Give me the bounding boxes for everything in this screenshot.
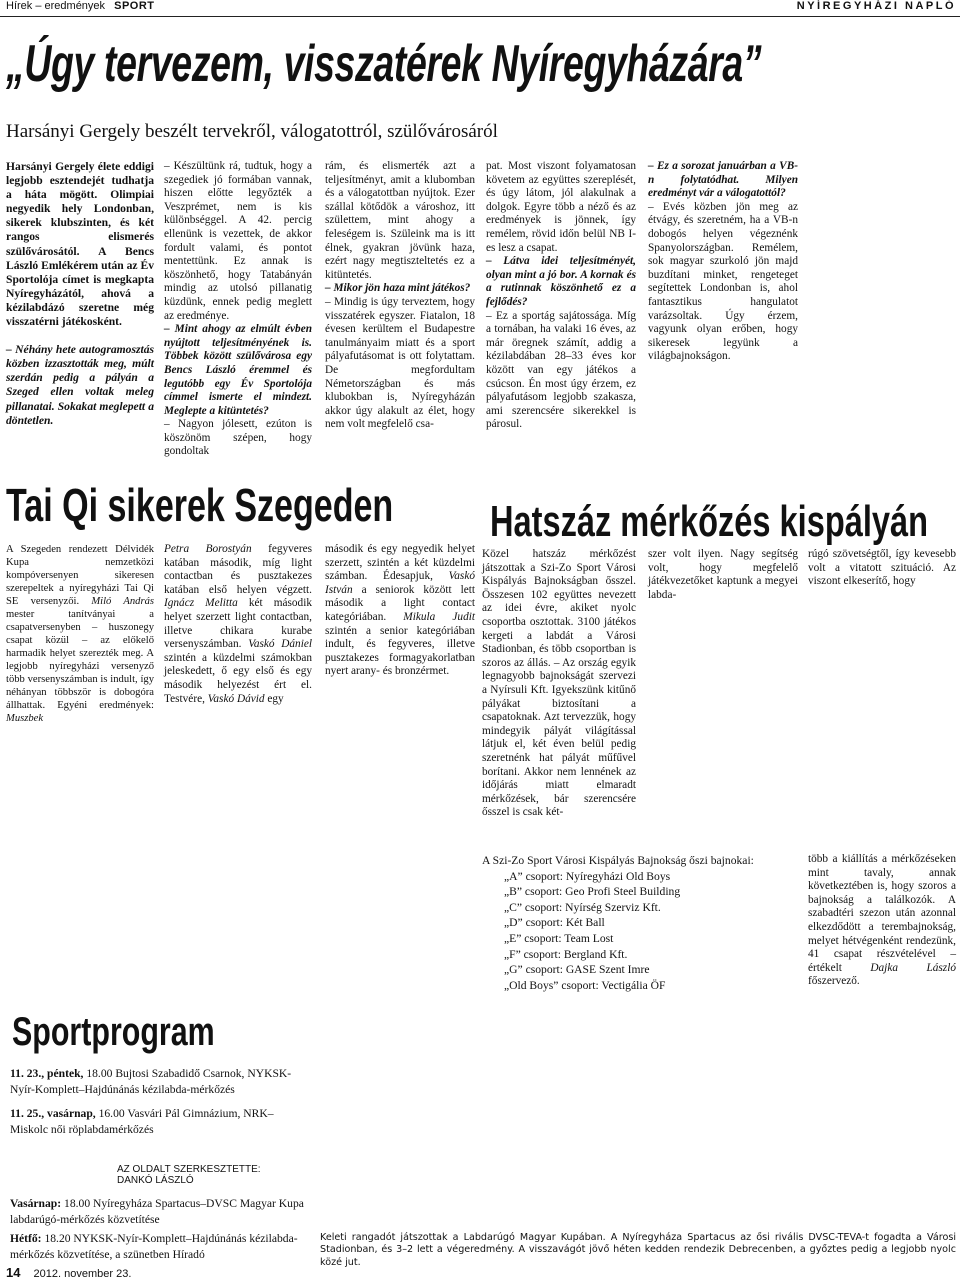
editor-name: DANKÓ LÁSZLÓ [117,1175,194,1186]
champion-item: „C” csoport: Nyírség Szerviz Kft. [504,900,661,914]
answer-5: – Evés közben jön meg az étvágy, és szeretném, ha a VB-n dobogós helyen végeznénk Spanyolországban. Remélem, sok magyar szurkoló jön majd buzdítani minket, rengeteget segítettek Londonban is, ahol fantasztikus hangulatot varázsoltak. Úgy érzem, vagyunk olyan erőben, hogy sikeresek legyünk a világbajnokságon. [648,200,798,363]
organizer-name: Dajka László [870,961,956,974]
page-footer [6,1266,131,1281]
kispalya-col-end [808,853,956,989]
answer-2-end: rám, és elismerték azt a teljesítményt, amit a klubomban és a válogatottban nyújtok. Ezer szállal kötődök a városhoz, itt születtem, mint ahogy a feleségem is. Szüleink ma is itt élnek, gyakran jövünk haza, ezért nagy megtiszteltetés ez a kitüntetés. [325,160,475,281]
question-2: – Mint ahogy az elmúlt évben nyújtott teljesítményének is. Többek között szülővárosa egy Bencs László éremmel és legutóbb egy Év Sportolója címmel ismerte el mindezt. Meglepte a kitüntetés? [164,323,312,417]
champion-item: „E” csoport: Team Lost [504,931,614,945]
kispalya-end-body: több a kiállítás a mérkőzéseken mint tavaly, annak következtében is, hogy szoros a bajnokság a találkozók. A szabadtéri szezon után azonnal elkezdődött a terembajnokság, melyet hétvégenként rendezünk, 41 csapat részvételével – értékelt [808,853,956,974]
tv-day-2: Hétfő: [10,1232,42,1246]
event-date-1: 11. 23., péntek, [10,1067,84,1080]
kispalya-col2 [648,548,798,602]
organizer-title: főszervező. [808,975,860,988]
kispalya-text-1: Közel hatszáz mérkőzést játszottak a Szi-Zo Sport Városi Kispályás Bajnokságban ősszel. Összesen 102 együttes nevezett az idei évre, akiket nyolc csoportba osztottak. 3100 játékos kergeti a labdát a Városi Stadionban, és több csoportban is szoros az állás. – Az ország egyik legnagyobb bajnokságát szervezi a Nyírsuli Kft. Igyekszünk kitűnő pályákat biztosítani a csapatoknak. Azt tervezzük, hogy mindegyik pályát világítással látjuk el, két éven belül pedig szeretnénk hat pályát műfűvel borítani. Akkor nem lennének az időjárás miatt elmaradt mérkőzések, bár szerencsére ősszel is csak két- [482,548,636,819]
champion-item: „Old Boys” csoport: Vectigália ÖF [504,978,666,992]
champions-title: A Szi-Zo Sport Városi Kispályás Bajnokság őszi bajnokai: [482,854,754,867]
question-5: – Ez a sorozat januárban a VB-n folytatódhat. Milyen eredményt vár a válogatottól? [648,160,798,200]
article1-col4 [486,160,636,432]
newspaper-name: NYÍREGYHÁZI NAPLÓ [796,0,956,12]
tv-program [10,1196,310,1262]
lead-text: Harsányi Gergely élete eddigi legjobb esztendejét tudhatja a háta mögött. Olimpiai negyedik hely Londonban, sikerek klubszinten, és két rangos elismerés szülővárosától. A Bencs László Emlékérem után az Év Sportolója címet is megkapta Nyíregyházától, ahová a kézilabdázó szeretne még visszatérni játékosként. [6,160,154,329]
section-label: Hírek – eredmények [6,0,106,12]
kispalya-text-2: szer volt ilyen. Nagy segítség volt, hogy megfelelő játékvezetőket kaptunk a megyei labda- [648,548,798,601]
taiqi-col2 [164,543,312,706]
taiqi-coach-name: Miló András [91,596,154,607]
sportprogram-title: Sportprogram [12,1010,215,1054]
taiqi-athlete-5: Vaskó István [325,570,475,596]
taiqi-text-1 [6,543,154,725]
article1-col2 [164,160,312,459]
photo-caption: Keleti rangadót játszottak a Labdarúgó Magyar Kupában. A Nyíregyháza Spartacus az ősi rivális DVSC-TEVA-t fogadta a Városi Stadionban, és 3–2 lett a végeredmény. A visszavágót jövő héten kedden rendezik Debrecenben, a győztes pedig a legjobb nyolc közé jut. [320,1232,956,1268]
taiqi-col1 [6,543,154,725]
sportprogram-item-1 [10,1066,310,1097]
answer-2-start: – Nagyon jólesett, ezúton is köszönöm szépen, hogy gondoltak [164,418,312,458]
taiqi-text-3 [325,543,475,679]
answer-1: – Készültünk rá, tudtuk, hogy a szegediek jó formában vannak, hiszen előtte legyőzték a Veszprémet, nem is kis különbséggel. A 42. percig ellenünk is vezettek, de akkor fordult valami, és pontot mentettünk. Ez annak is köszönhető, hogy Tatabányán mindig az utolsó pillanatig küzdünk, ennek pedig meglett az eredménye. [164,160,312,322]
taiqi-result-3: szintén a küzdelmi számokban jeleskedett, ő egy első és egy második helyezést ért el. Testvére, [164,651,312,705]
taiqi-text-2 [164,543,312,706]
headline-main: „Úgy tervezem, visszatérek Nyíregyházára” [6,35,762,93]
taiqi-result-6: a seniorok között lett második a light contact kategóriában. [325,583,475,623]
issue-date: 2012. november 23. [33,1268,132,1280]
taiqi-col3 [325,543,475,679]
answer-3-end: pat. Most viszont folyamatosan követem az együttes szereplését, és úgy látom, jól alakulnak a dolgok. Egyre több a néző és az eredmények is jönnek, így remélem, rövid időn belül NB I-es lesz a csapat. [486,160,636,254]
section-name: SPORT [114,0,155,12]
champions-box [482,853,792,993]
article1-col5 [648,160,798,364]
taiqi-body: mester tanítványai a csapatversenyben – huszonegy csapat közül – az előkelő harmadik helyet szerezték meg. A legjobb nyíregyházi versenyző több versenyszámban is indult, így néhányan többször is dobogóra állhattak. Egyéni eredmények: [6,609,154,711]
taiqi-result-4: egy [267,692,284,705]
tv-item-1 [10,1196,310,1227]
question-3: – Mikor jön haza mint játékos? [325,282,471,295]
kispalya-col3 [808,548,956,589]
tv-item-2 [10,1231,310,1262]
champion-item: „F” csoport: Bergland Kft. [504,947,628,961]
taiqi-athlete-3: Vaskó Dániel [248,638,312,651]
taiqi-intro: A Szegeden rendezett Délvidék Kupa nemzetközi kompóversenyen sikeresen szerepeltek a nyíregyházi Tai Qi SE versenyzői. [6,544,154,607]
kispalya-text-end [808,853,956,989]
taiqi-athlete-2: Ignácz Melitta [164,597,238,610]
taiqi-athlete-1b: Petra Borostyán [164,543,252,555]
kispalya-text-3: rúgó szövetségtől, így kevesebb volt a vitatott szituáció. Az viszont elkeserítő, hogy [808,548,956,588]
sportprogram-item-2 [10,1106,310,1137]
event-desc-2: 16.00 Vasvári Pál Gimnázium, NRK–Miskolc női röplabdamérkőzés [10,1107,274,1136]
taiqi-result-7: szintén a senior kategóriában indult, és fegyveres, illetve pusztakezes formagyakorlatban nyert arany- és bronzérmet. [325,624,475,678]
taiqi-result-1: fegyveres katában második, míg light contactban és pusztakezes katában első helyen végzett. [164,543,312,596]
champion-item: „A” csoport: Nyíregyházi Old Boys [504,869,671,883]
taiqi-athlete-4: Vaskó Dávid [207,692,265,705]
editor-credit [117,1164,261,1186]
taiqi-athlete-6: Mikula Judit [403,610,475,623]
champion-item: „D” csoport: Két Ball [504,916,605,930]
sportprogram-list [10,1066,310,1137]
answer-4: – Ez a sportág sajátossága. Míg a tornában, ha valaki 16 éves, az már öregnek számít, addig a kézilabdában 28–33 éves kor között van egy játékos a csúcson. Én most úgy érzem, ez pályafutásom legjobb szakasza, ami szerencsére sikerekkel is párosul. [486,309,636,431]
event-desc-1: 18.00 Bujtosi Szabadidő Csarnok, NYKSK-Nyír-Komplett–Hajdúnánás kézilabda-mérkőzés [10,1067,292,1096]
champion-item: „G” csoport: GASE Szent Imre [504,963,650,977]
header-rule [0,16,960,17]
taiqi-result-2: két második helyet szerzett light contactban, illetve chikara kurabe versenyszámban. [164,597,312,651]
taiqi-athlete-1: Muszbek [6,713,44,724]
editor-label: AZ OLDALT SZERKESZTETTE: [117,1164,261,1175]
subheadline: Harsányi Gergely beszélt tervekről, válogatottról, szülővárosáról [6,121,498,142]
headline-taiqi: Tai Qi sikerek Szegeden [6,479,394,531]
tv-desc-1: 18.00 Nyíregyháza Spartacus–DVSC Magyar Kupa labdarúgó-mérkőzés közvetítése [10,1197,304,1226]
article1-col3 [325,160,475,432]
champion-item: „B” csoport: Geo Profi Steel Building [504,885,681,899]
champions-list [482,869,792,994]
kispalya-col1 [482,548,636,820]
page-number: 14 [6,1265,21,1280]
question-1: – Néhány hete autogramosztás közben izzasztották meg, múlt szerdán pedig a pályán a Szeged ellen voltak meleg pillanatai. Sokakat meglepett a döntetlen. [6,343,154,427]
event-date-2: 11. 25., vasárnap, [10,1107,96,1121]
taiqi-result-5: második és egy negyedik helyet szerzett, szintén a két küzdelmi számban. Édesapjuk, [325,543,475,583]
page-header [6,0,956,15]
answer-3-start: – Mindig is úgy terveztem, hogy visszatérek egyszer. Fiatalon, 18 évesen kerültem el Budapestre tanulmányaim miatt és a sport pályafutásomat is ott folytattam. De megfordultam Németországban és más klubokban is, Nyíregyházán akkor úgy alakult az élet, hogy nem volt megfelelő csa- [325,295,475,431]
lead-column [6,160,154,428]
tv-day-1: Vasárnap: [10,1197,62,1210]
tv-desc-2: 18.20 NYKSK-Nyír-Komplett–Hajdúnánás kézilabda-mérkőzés közvetítése, a szünetben Híradó [10,1232,298,1261]
question-4: – Látva idei teljesítményét, olyan mint a jó bor. A kornak és a rutinnak köszönhető ez a fejlődés? [486,255,636,308]
headline-kispalya: Hatszáz mérkőzés kispályán [490,497,928,546]
